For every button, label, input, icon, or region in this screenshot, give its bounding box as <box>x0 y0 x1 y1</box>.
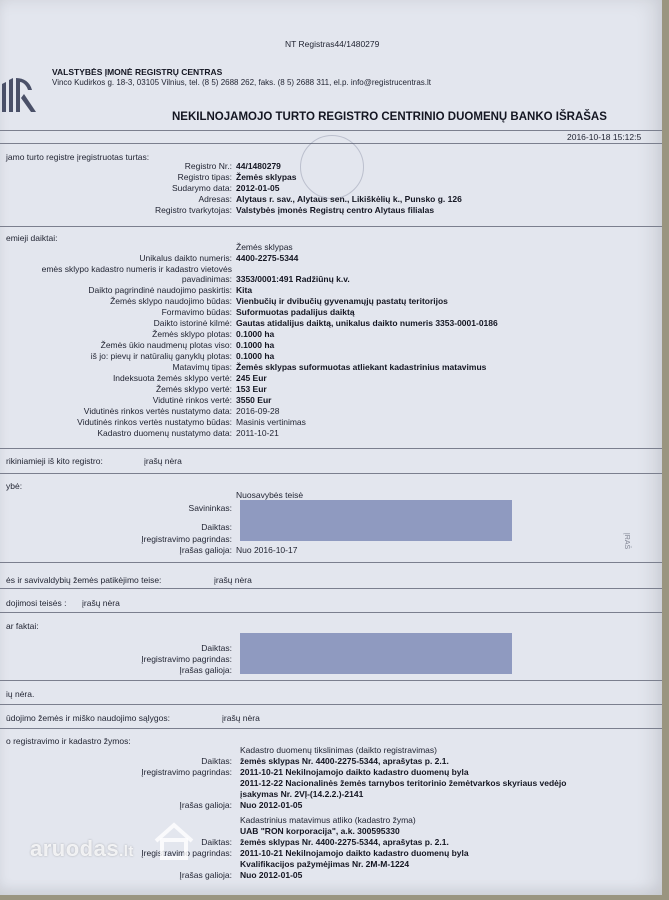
field-label: Vidutinės rinkos vertės nustatymo data: <box>83 406 232 416</box>
entry1-basis-3: įsakymas Nr. 2VĮ-(14.2.2.)-2141 <box>240 789 364 799</box>
usage-rights-label: dojimosi teisės : <box>6 598 67 608</box>
field-label: Daiktas: <box>201 756 232 766</box>
entry2-company: UAB "RON korporacija", a.k. 300595330 <box>240 826 400 836</box>
field-label: Daikto istorinė kilmė: <box>153 318 232 328</box>
formation-mode: Suformuotas padalijus daiktą <box>236 307 355 317</box>
field-label: Įrašas galioja: <box>179 800 232 810</box>
field-label: Įregistravimo pagrindas: <box>141 654 232 664</box>
historical-origin: Gautas atidalijus daiktą, unikalus daikto numeris 3353-0001-0186 <box>236 318 498 328</box>
special-conditions-label: ūdojimo žemės ir miško naudojimo sąlygos: <box>6 713 170 723</box>
field-label: Žemės sklypo naudojimo būdas: <box>110 296 232 306</box>
redacted-facts-block <box>240 633 512 674</box>
unique-number: 4400-2275-5344 <box>236 253 299 263</box>
watermark-brand: aruodas <box>30 836 120 861</box>
org-name: VALSTYBĖS ĮMONĖ REGISTRŲ CENTRAS <box>52 67 223 77</box>
field-label: Įrašas galioja: <box>179 665 232 675</box>
entry1-basis-2: 2011-12-22 Nacionalinės žemės tarnybos teritorinio žemėtvarkos skyriaus vedėjo <box>240 778 567 788</box>
field-label: iš jo: pievų ir natūralių ganyklų plotas: <box>90 351 232 361</box>
nt-id: NT Registras44/1480279 <box>285 39 380 49</box>
field-label: Daiktas: <box>201 837 232 847</box>
plot-area: 0.1000 ha <box>236 329 275 339</box>
field-label: pavadinimas: <box>181 274 232 284</box>
usage-rights-value: įrašų nėra <box>82 598 120 608</box>
market-value-method: Masinis vertinimas <box>236 417 306 427</box>
faint-stamp <box>300 135 364 199</box>
field-label: Įregistravimo pagrindas: <box>141 767 232 777</box>
entry2-valid-from: Nuo 2012-01-05 <box>240 870 303 880</box>
facts-heading: ar faktai: <box>6 621 39 631</box>
entry2-item: žemės sklypas Nr. 4400-2275-5344, aprašytas p. 2.1. <box>240 837 449 847</box>
registry-type: Žemės sklypas <box>236 172 297 182</box>
field-label: Daikto pagrindinė naudojimo paskirtis: <box>88 285 232 295</box>
cadastre-number: 3353/0001:491 Radžiūnų k.v. <box>236 274 350 284</box>
field-label: Matavimų tipas: <box>172 362 232 372</box>
redacted-owner-block <box>240 500 512 541</box>
market-value-date: 2016-09-28 <box>236 406 280 416</box>
field-label: Vidutinė rinkos vertė: <box>152 395 232 405</box>
admin-trust-value: įrašų nėra <box>214 575 252 585</box>
print-datetime: 2016-10-18 15:12:5 <box>567 132 642 142</box>
field-label: Daiktas: <box>201 643 232 653</box>
ownership-title: Nuosavybės teisė <box>236 490 304 500</box>
things-heading: emieji daiktai: <box>6 233 58 243</box>
address: Alytaus r. sav., Alytaus sen., Likiškėlių k., Punsko g. 126 <box>236 194 462 204</box>
marks-heading: o registravimo ir kadastro žymos: <box>6 736 131 746</box>
field-label: Adresas: <box>198 194 232 204</box>
field-label: Registro tipas: <box>177 172 232 182</box>
creation-date: 2012-01-05 <box>236 183 280 193</box>
main-purpose: Kita <box>236 285 253 295</box>
ownership-heading: ybė: <box>6 481 23 491</box>
field-label: Formavimo būdas: <box>161 307 232 317</box>
cadastre-date: 2011-10-21 <box>236 428 279 438</box>
registered-heading: jamo turto registre įregistruotas turtas: <box>6 152 150 162</box>
ownership-valid-from: Nuo 2016-10-17 <box>236 545 298 555</box>
entry2-basis-1: 2011-10-21 Nekilnojamojo daikto kadastro duomenų byla <box>240 848 469 858</box>
admin-trust-label: ės ir savivaldybių žemės patikėjimo teise: <box>6 575 162 585</box>
field-label: Įregistravimo pagrindas: <box>141 848 232 858</box>
entry1-title: Kadastro duomenų tikslinimas (daikto registravimas) <box>240 745 437 755</box>
farmland-area: 0.1000 ha <box>236 340 275 350</box>
field-label: Registro tvarkytojas: <box>155 205 232 215</box>
field-label: Kadastro duomenų nustatymo data: <box>97 428 232 438</box>
field-label: Įregistravimo pagrindas: <box>141 534 232 544</box>
field-label: Unikalus daikto numeris: <box>139 253 232 263</box>
entry1-basis-1: 2011-10-21 Nekilnojamojo daikto kadastro duomenų byla <box>240 767 469 777</box>
other-registry-label: rikiniamieji iš kito registro: <box>6 456 103 466</box>
document-title: NEKILNOJAMOJO TURTO REGISTRO CENTRINIO DUOMENŲ BANKO IŠRAŠAS <box>172 111 607 123</box>
org-contacts: Vinco Kudirkos g. 18-3, 03105 Vilnius, tel. (8 5) 2688 262, faks. (8 5) 2688 311, el.p. info@registrucentras.lt <box>52 78 432 87</box>
aruodas-watermark <box>30 836 134 862</box>
entry1-item: žemės sklypas Nr. 4400-2275-5344, aprašytas p. 2.1. <box>240 756 449 766</box>
field-label: Sudarymo data: <box>171 183 232 193</box>
field-label: Žemės sklypo vertė: <box>155 384 232 394</box>
entry2-basis-2: Kvalifikacijos pažymėjimas Nr. 2M-M-1224 <box>240 859 410 869</box>
field-label: emės sklypo kadastro numeris ir kadastro vietovės <box>41 264 232 274</box>
side-note: ĮRAŠ <box>623 532 631 550</box>
registry-number: 44/1480279 <box>236 161 281 171</box>
field-label: Įrašas galioja: <box>179 870 232 880</box>
meadow-area: 0.1000 ha <box>236 351 275 361</box>
other-registry-value: įrašų nėra <box>144 456 182 466</box>
usage-mode: Vienbučių ir dvibučių gyvenamųjų pastatų teritorijos <box>236 296 448 306</box>
field-label: Įrašas galioja: <box>179 545 232 555</box>
registru-centras-logo-icon <box>0 72 48 120</box>
field-label: Daiktas: <box>201 522 232 532</box>
registry-keeper: Valstybės įmonės Registrų centro Alytaus filialas <box>236 205 435 215</box>
field-label: Žemės ūkio naudmenų plotas viso: <box>100 340 232 350</box>
indexed-value: 245 Eur <box>236 373 267 383</box>
special-conditions-value: įrašų nėra <box>222 713 260 723</box>
watermark-tld: .lt <box>119 843 134 860</box>
measurement-type: Žemės sklypas suformuotas atliekant kadastrinius matavimus <box>236 362 487 372</box>
plot-value: 153 Eur <box>236 384 267 394</box>
entry2-title: Kadastrinius matavimus atliko (kadastro žyma) <box>240 815 416 825</box>
field-label: Žemės sklypo plotas: <box>152 329 232 339</box>
market-value: 3550 Eur <box>236 395 272 405</box>
field-label: Registro Nr.: <box>184 161 232 171</box>
entry1-valid-from: Nuo 2012-01-05 <box>240 800 303 810</box>
field-label: Savininkas: <box>188 503 232 513</box>
house-watermark-icon <box>150 815 198 863</box>
field-label: Vidutinės rinkos vertės nustatymo būdas: <box>77 417 232 427</box>
field-label: Indeksuota žemės sklypo vertė: <box>112 373 232 383</box>
none-note: ių nėra. <box>6 689 35 699</box>
item-title: Žemės sklypas <box>236 242 293 252</box>
